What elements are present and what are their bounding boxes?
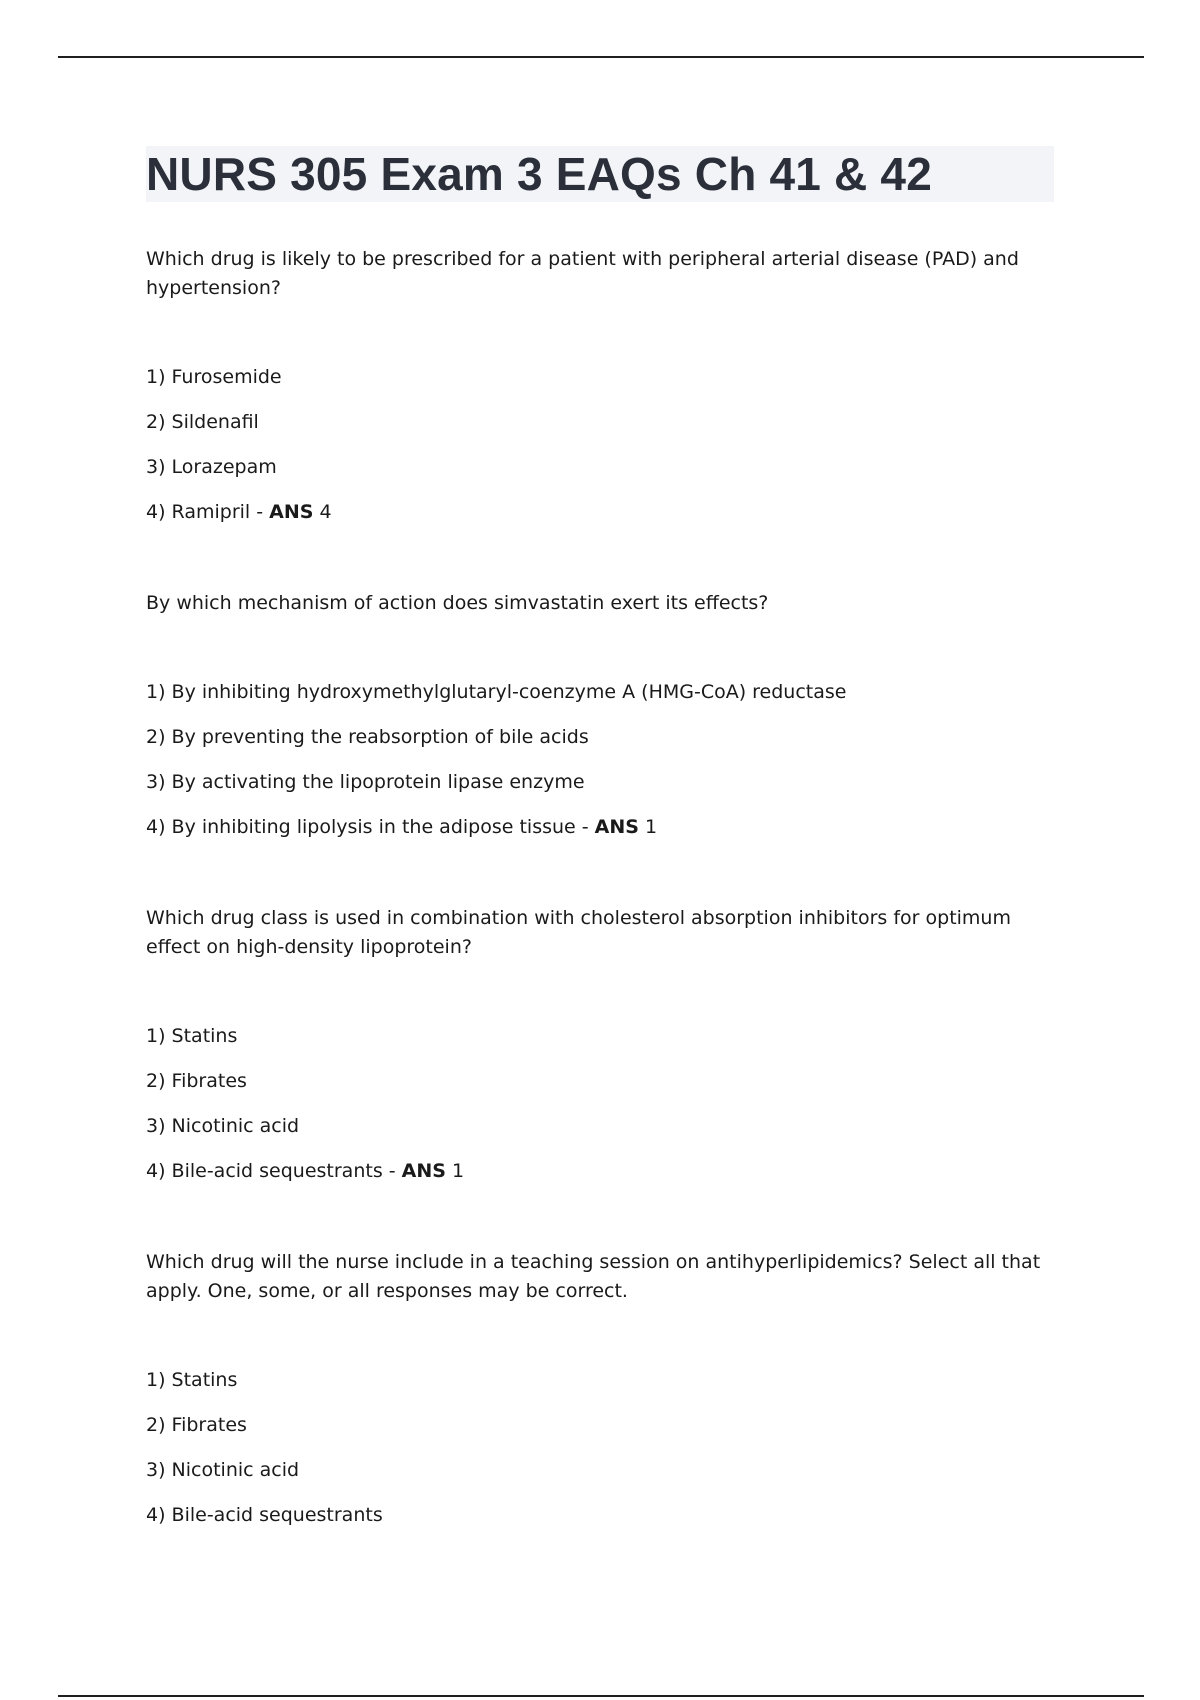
option-item: 1) Statins [146, 1369, 238, 1391]
answer-label: ANS [269, 501, 314, 523]
options-list [146, 1366, 1054, 1530]
option-item: 3) Nicotinic acid [146, 1115, 300, 1137]
option-item-with-answer: 4) By inhibiting lipolysis in the adipose tissue - ANS 1 [146, 816, 658, 838]
option-item: 2) Fibrates [146, 1414, 247, 1436]
options-list [146, 363, 1054, 527]
option-item: 1) Furosemide [146, 366, 282, 388]
option-item: 2) Fibrates [146, 1070, 247, 1092]
bottom-divider [58, 1695, 1144, 1697]
option-item-with-answer: 4) Ramipril - ANS 4 [146, 501, 332, 523]
option-item: 4) Bile-acid sequestrants [146, 1504, 383, 1526]
title-banner [146, 146, 1054, 202]
answer-value: 1 [645, 816, 658, 838]
question-4 [146, 1248, 1054, 1530]
answer-value: 1 [452, 1160, 465, 1182]
question-text: By which mechanism of action does simvastatin exert its effects? [146, 592, 769, 614]
question-text: Which drug class is used in combination with cholesterol absorption inhibitors for optimum effect on high-density lipoprotein? [146, 907, 1011, 958]
document-body [146, 146, 1054, 1530]
answer-label: ANS [594, 816, 639, 838]
document-title: NURS 305 Exam 3 EAQs Ch 41 & 42 [146, 148, 932, 200]
question-text: Which drug is likely to be prescribed for a patient with peripheral arterial disease (PAD) and hypertension? [146, 248, 1019, 299]
option-item: 3) Nicotinic acid [146, 1459, 300, 1481]
options-list [146, 678, 1054, 842]
option-item: 3) Lorazepam [146, 456, 277, 478]
top-divider [58, 56, 1144, 58]
answer-value: 4 [319, 501, 332, 523]
question-1 [146, 245, 1054, 527]
question-2 [146, 589, 1054, 842]
options-list [146, 1022, 1054, 1186]
question-text: Which drug will the nurse include in a teaching session on antihyperlipidemics? Select all that apply. One, some, or all responses may be correct. [146, 1251, 1041, 1302]
option-item: 2) Sildenafil [146, 411, 259, 433]
option-item: 1) Statins [146, 1025, 238, 1047]
option-item: 1) By inhibiting hydroxymethylglutaryl-coenzyme A (HMG-CoA) reductase [146, 681, 847, 703]
question-3 [146, 904, 1054, 1186]
answer-label: ANS [401, 1160, 446, 1182]
option-item: 3) By activating the lipoprotein lipase enzyme [146, 771, 585, 793]
option-item-with-answer: 4) Bile-acid sequestrants - ANS 1 [146, 1160, 465, 1182]
option-item: 2) By preventing the reabsorption of bile acids [146, 726, 589, 748]
